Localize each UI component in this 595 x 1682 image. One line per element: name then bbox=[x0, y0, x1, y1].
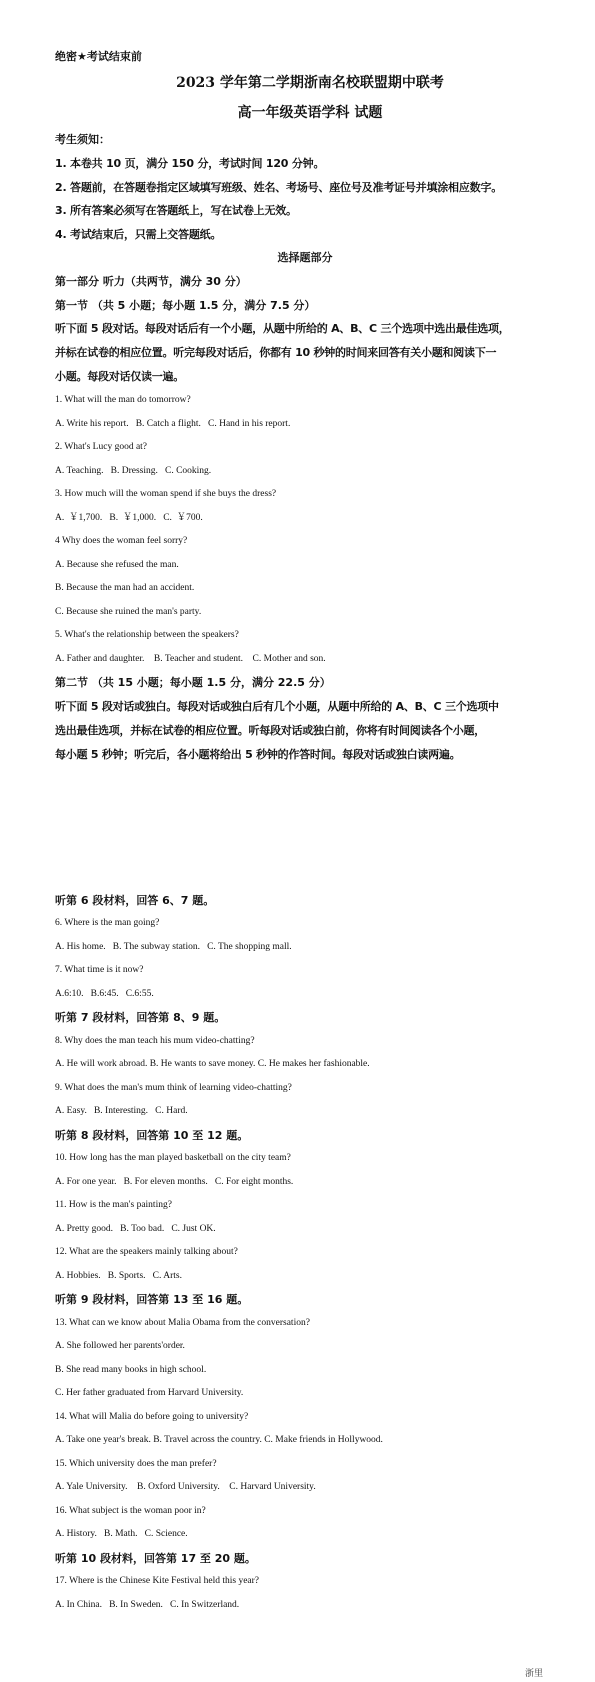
option: B. Because the man had an accident. bbox=[55, 583, 195, 593]
question: 1. What will the man do tomorrow? bbox=[55, 395, 191, 405]
notice-rule: 3. 所有答案必须写在答题纸上，写在试卷上无效。 bbox=[55, 204, 297, 217]
blank-space bbox=[55, 767, 575, 889]
options: A. History. B. Math. C. Science. bbox=[55, 1529, 188, 1539]
material-title: 听第 9 段材料，回答第 13 至 16 题。 bbox=[55, 1293, 249, 1306]
section1-directions: 并标在试卷的相应位置。听完每段对话后，你都有 10 秒钟的时间来回答有关小题和阅读下一 bbox=[55, 346, 497, 359]
options: A. His home. B. The subway station. C. The shopping mall. bbox=[55, 941, 292, 952]
question: 10. How long has the man played basketball on the city team? bbox=[55, 1153, 291, 1163]
section2-title: 第二节 （共 15 小题；每小题 1.5 分，满分 22.5 分） bbox=[55, 676, 331, 689]
options: A.6:10. B.6:45. C.6:55. bbox=[55, 988, 154, 999]
options: A. In China. B. In Sweden. C. In Switzerland. bbox=[55, 1599, 240, 1610]
question: 5. What's the relationship between the speakers? bbox=[55, 630, 239, 640]
options: A. Pretty good. B. Too bad. C. Just OK. bbox=[55, 1223, 216, 1234]
section1-title: 第一节 （共 5 小题；每小题 1.5 分，满分 7.5 分） bbox=[55, 298, 316, 312]
section-header: 选择题部分 bbox=[277, 251, 333, 264]
options: A. Write his report. B. Catch a flight. C. Hand in his report. bbox=[55, 418, 291, 429]
section2-directions: 选出最佳选项，并标在试卷的相应位置。听每段对话或独白前，你将有时间阅读各个小题， bbox=[55, 723, 485, 737]
section2-directions: 每小题 5 秒钟；听完后，各小题将给出 5 秒钟的作答时间。每段对话或独白读两遍。 bbox=[55, 747, 461, 761]
footer-watermark: 浙里 bbox=[524, 1669, 543, 1679]
secret-label: 绝密★考试结束前 bbox=[55, 50, 142, 63]
notice-rule: 4. 考试结束后，只需上交答题纸。 bbox=[55, 227, 222, 241]
question: 4 Why does the woman feel sorry? bbox=[55, 536, 188, 546]
material-title: 听第 7 段材料，回答第 8、9 题。 bbox=[55, 1011, 226, 1024]
options: A. ￥1,700. B. ￥1,000. C. ￥700. bbox=[55, 512, 203, 523]
question: 7. What time is it now? bbox=[55, 965, 144, 975]
option: B. She read many books in high school. bbox=[55, 1364, 207, 1375]
options: A. Take one year's break. B. Travel across the country. C. Make friends in Hollywood. bbox=[55, 1435, 383, 1445]
question: 3. How much will the woman spend if she buys the dress? bbox=[55, 489, 277, 499]
option: C. Her father graduated from Harvard University. bbox=[55, 1388, 244, 1398]
notice-rule: 1. 本卷共 10 页，满分 150 分，考试时间 120 分钟。 bbox=[55, 157, 325, 170]
options: A. Easy. B. Interesting. C. Hard. bbox=[55, 1106, 188, 1116]
question: 9. What does the man's mum think of learning video-chatting? bbox=[55, 1082, 292, 1093]
exam-page bbox=[55, 46, 575, 1617]
options: A. Teaching. B. Dressing. C. Cooking. bbox=[55, 465, 212, 476]
section1-directions: 听下面 5 段对话。每段对话后有一个小题，从题中所给的 A、B、C 三个选项中选出最佳选项， bbox=[55, 322, 510, 335]
options: A. Father and daughter. B. Teacher and student. C. Mother and son. bbox=[55, 653, 326, 664]
section1-directions: 小题。每段对话仅读一遍。 bbox=[55, 370, 184, 383]
question: 8. Why does the man teach his mum video-chatting? bbox=[55, 1035, 255, 1046]
question: 13. What can we know about Malia Obama from the conversation? bbox=[55, 1317, 310, 1328]
question: 12. What are the speakers mainly talking about? bbox=[55, 1247, 238, 1257]
option: C. Because she ruined the man's party. bbox=[55, 606, 202, 617]
question: 11. How is the man's painting? bbox=[55, 1200, 172, 1210]
question: 6. Where is the man going? bbox=[55, 918, 160, 928]
notice-rule: 2. 答题前，在答题卷指定区域填写班级、姓名、考场号、座位号及准考证号并填涂相应数字。 bbox=[55, 180, 503, 194]
question: 15. Which university does the man prefer? bbox=[55, 1458, 217, 1469]
section2-directions: 听下面 5 段对话或独白。每段对话或独白后有几个小题，从题中所给的 A、B、C 三个选项中 bbox=[55, 699, 499, 713]
material-title: 听第 8 段材料，回答第 10 至 12 题。 bbox=[55, 1128, 249, 1142]
option: A. She followed her parents'order. bbox=[55, 1341, 185, 1351]
options: A. He will work abroad. B. He wants to save money. C. He makes her fashionable. bbox=[55, 1059, 370, 1069]
material-title: 听第 10 段材料，回答第 17 至 20 题。 bbox=[55, 1551, 256, 1565]
options: A. Yale University. B. Oxford University. C. Harvard University. bbox=[55, 1482, 316, 1492]
option: A. Because she refused the man. bbox=[55, 559, 179, 570]
notice-heading: 考生须知： bbox=[55, 133, 110, 146]
options: A. Hobbies. B. Sports. C. Arts. bbox=[55, 1270, 182, 1281]
options: A. For one year. B. For eleven months. C. For eight months. bbox=[55, 1176, 294, 1187]
material-title: 听第 6 段材料，回答 6、7 题。 bbox=[55, 893, 215, 907]
exam-subtitle: 高一年级英语学科 试题 bbox=[237, 105, 383, 121]
question: 17. Where is the Chinese Kite Festival held this year? bbox=[55, 1576, 260, 1586]
question: 14. What will Malia do before going to university? bbox=[55, 1411, 249, 1422]
question: 16. What subject is the woman poor in? bbox=[55, 1505, 206, 1516]
question: 2. What's Lucy good at? bbox=[55, 442, 148, 452]
exam-title: 2023 学年第二学期浙南名校联盟期中联考 bbox=[176, 75, 444, 91]
part1-title: 第一部分 听力（共两节，满分 30 分） bbox=[55, 275, 247, 288]
